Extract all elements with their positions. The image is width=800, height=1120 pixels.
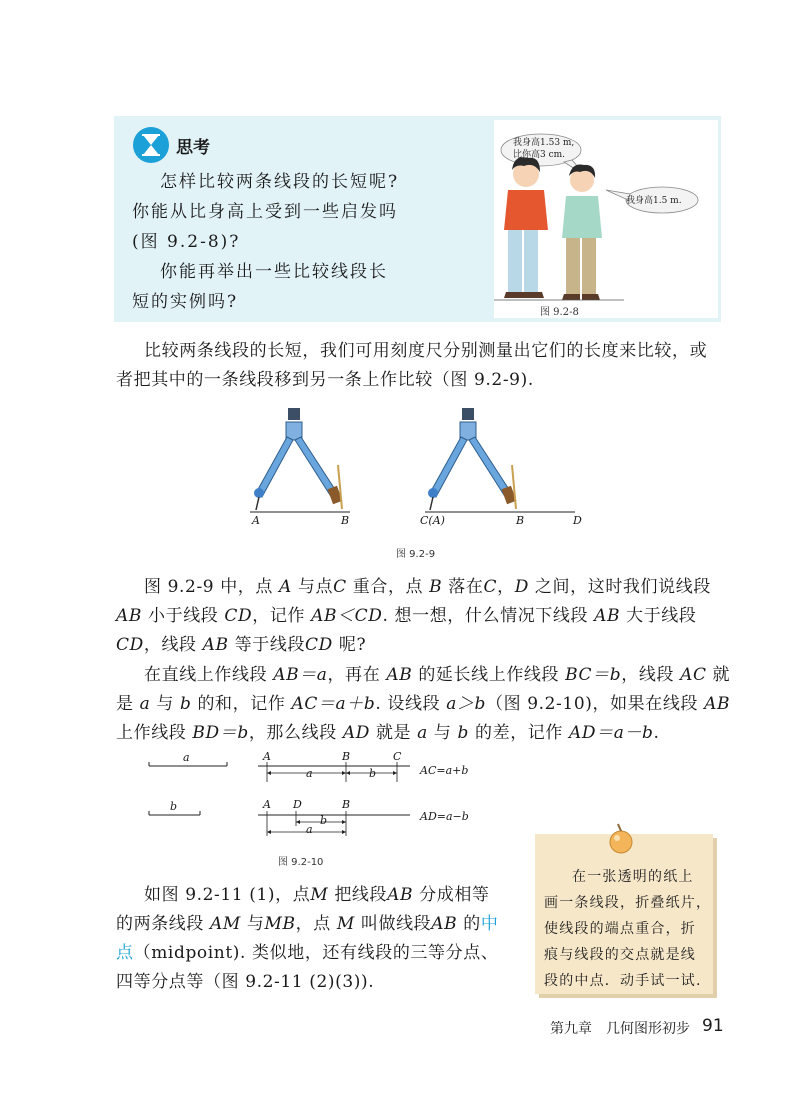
think-line: 短的实例吗? — [132, 292, 239, 312]
point-label: C(A) — [420, 514, 445, 527]
paragraph-line: AB 小于线段 CD，记作 AB＜CD. 想一想，什么情况下线段 AB 大于线段 — [116, 606, 697, 626]
paragraph-line: 的两条线段 AM 与MB，点 M 叫做线段AB 的中 — [116, 914, 499, 934]
term-highlight: 点 — [116, 943, 134, 963]
chapter-footer: 第九章 几何图形初步 — [550, 1021, 690, 1037]
think-line: (图 9.2-8)? — [132, 232, 241, 252]
paragraph-line: 如图 9.2-11 (1)，点M 把线段AB 分成相等 — [144, 885, 490, 905]
point-label: C — [393, 750, 402, 763]
note-line: 画一条线段，折叠纸片， — [544, 895, 712, 911]
figure-9-2-10-segments — [140, 752, 420, 842]
segment-label: a — [183, 751, 190, 764]
bubble-left-text-1: 我身高1.53 m, — [513, 138, 575, 148]
point-label: A — [252, 514, 260, 527]
segment-label: a — [306, 823, 313, 836]
bubble-left-text-2: 比你高3 cm. — [513, 150, 566, 160]
figure-caption: 图 9.2-9 — [396, 549, 436, 560]
page-number: 91 — [702, 1016, 724, 1036]
point-label: D — [293, 798, 302, 811]
point-label: A — [263, 750, 271, 763]
point-label: B — [341, 514, 350, 527]
point-label: B — [342, 750, 351, 763]
segment-label: b — [320, 814, 328, 827]
segment-label: b — [369, 767, 377, 780]
equation-label: AD=a−b — [420, 810, 469, 823]
paragraph-line: 者把其中的一条线段移到另一条上作比较（图 9.2-9). — [116, 370, 534, 390]
think-line: 怎样比较两条线段的长短呢? — [160, 172, 400, 192]
paragraph-line: CD，线段 AB 等于线段CD 呢? — [116, 635, 367, 655]
paragraph-line: 比较两条线段的长短，我们可用刻度尺分别测量出它们的长度来比较，或 — [144, 341, 708, 361]
equation-label: AC=a+b — [420, 764, 469, 777]
bubble-right-text: 我身高1.5 m. — [626, 196, 682, 206]
note-line: 段的中点．动手试一试. — [544, 973, 702, 989]
think-hourglass-icon — [132, 126, 170, 164]
point-label: A — [263, 798, 271, 811]
segment-label: b — [170, 800, 178, 813]
figure-caption: 图 9.2-10 — [278, 857, 324, 868]
point-label: D — [573, 514, 582, 527]
think-line: 你能从比身高上受到一些启发吗 — [132, 202, 398, 222]
note-line: 使线段的端点重合，折 — [544, 921, 696, 937]
think-line: 你能再举出一些比较线段长 — [160, 262, 388, 282]
paragraph-line: 四等分点等（图 9.2-11 (2)(3)). — [116, 972, 375, 992]
pushpin-icon — [604, 822, 638, 858]
paragraph-line: 图 9.2-9 中，点 A 与点C 重合，点 B 落在C，D 之间，这时我们说线段 — [144, 577, 711, 597]
paragraph-line: 上作线段 BD＝b，那么线段 AD 就是 a 与 b 的差，记作 AD＝a－b. — [116, 723, 660, 743]
figure-caption: 图 9.2-8 — [540, 307, 579, 318]
point-label: B — [342, 798, 351, 811]
segment-label: a — [306, 767, 313, 780]
note-line: 痕与线段的交点就是线 — [544, 947, 696, 963]
point-label: B — [516, 514, 525, 527]
think-title: 思考 — [176, 138, 210, 158]
paragraph-line: 点（midpoint). 类似地，还有线段的三等分点、 — [116, 943, 499, 963]
term-highlight: 中 — [480, 914, 499, 934]
note-line: 在一张透明的纸上 — [572, 869, 694, 885]
paragraph-line: 在直线上作线段 AB＝a，再在 AB 的延长线上作线段 BC＝b，线段 AC 就 — [144, 665, 731, 685]
paragraph-line: 是 a 与 b 的和，记作 AC＝a＋b. 设线段 a＞b（图 9.2-10)，如果在线段 AB — [116, 694, 731, 714]
